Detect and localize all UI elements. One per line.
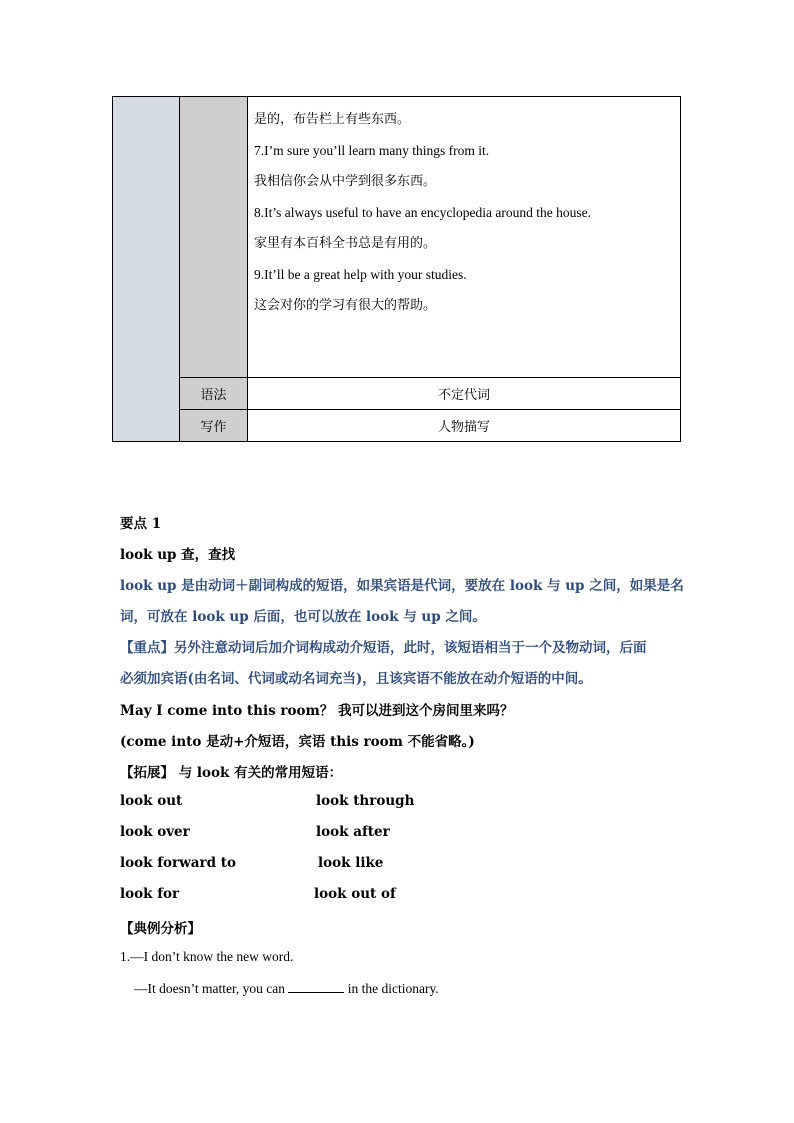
sentence-cn: 是的，布告栏上有些东西。 [254,112,411,127]
extension-heading: 【拓展】 与 look 有关的常用短语： [120,765,343,781]
explanation-line-1: look up 是由动词＋副词构成的短语，如果宾语是代词，要放在 look 与 up 之间，如果是名 [120,578,684,594]
analysis-heading: 【典例分析】 [120,921,201,937]
example-note: (come into 是动+介短语，宾语 this room 不能省略。) [120,734,475,750]
grammar-label: 语法 [180,378,248,410]
section-cell [113,97,180,442]
writing-label: 写作 [180,410,248,442]
phrase-item: look after [316,824,390,840]
key-point-line-1: 【重点】另外注意动词后加介词构成动介短语，此时，该短语相当于一个及物动词，后面 [120,640,647,656]
sentence-cn: 这会对你的学习有很大的帮助。 [254,298,437,313]
grammar-value: 不定代词 [248,378,681,410]
point-heading: 要点 1 [120,516,162,532]
sentence-cn: 我相信你会从中学到很多东西。 [254,174,437,189]
label-cell-blank [180,97,248,378]
phrase-title: look up 查，查找 [120,547,236,563]
sentence-en: 7.I’m sure you’ll learn many things from it. [254,143,490,158]
sentence-cn: 家里有本百科全书总是有用的。 [254,236,437,251]
summary-table [112,96,681,442]
sentences-cell [248,97,681,378]
phrase-item: look out [120,793,183,809]
phrase-item: look forward to [120,855,236,871]
key-point-line-2: 必须加宾语(由名词、代词或动名词充当)，且该宾语不能放在动介短语的中间。 [120,671,592,687]
question-text-before: —It doesn’t matter, you can [134,981,289,996]
answer-blank [288,980,344,993]
sentence-en: 9.It’ll be a great help with your studies. [254,267,467,282]
sentence-en: 8.It’s always useful to have an encyclopedia around the house. [254,205,592,220]
example-sentence: May I come into this room？ 我可以进到这个房间里来吗？ [120,703,514,719]
explanation-line-2: 词，可放在 look up 后面，也可以放在 look 与 up 之间。 [120,609,486,625]
question-line-2 [134,980,439,997]
phrase-item: look through [316,793,415,809]
question-line-1: 1.—I don’t know the new word. [120,949,294,964]
question-text-after: in the dictionary. [344,981,439,996]
phrase-item: look over [120,824,190,840]
phrase-item: look for [120,886,180,902]
phrase-item: look like [318,855,384,871]
writing-value: 人物描写 [248,410,681,442]
phrase-item: look out of [314,886,396,902]
